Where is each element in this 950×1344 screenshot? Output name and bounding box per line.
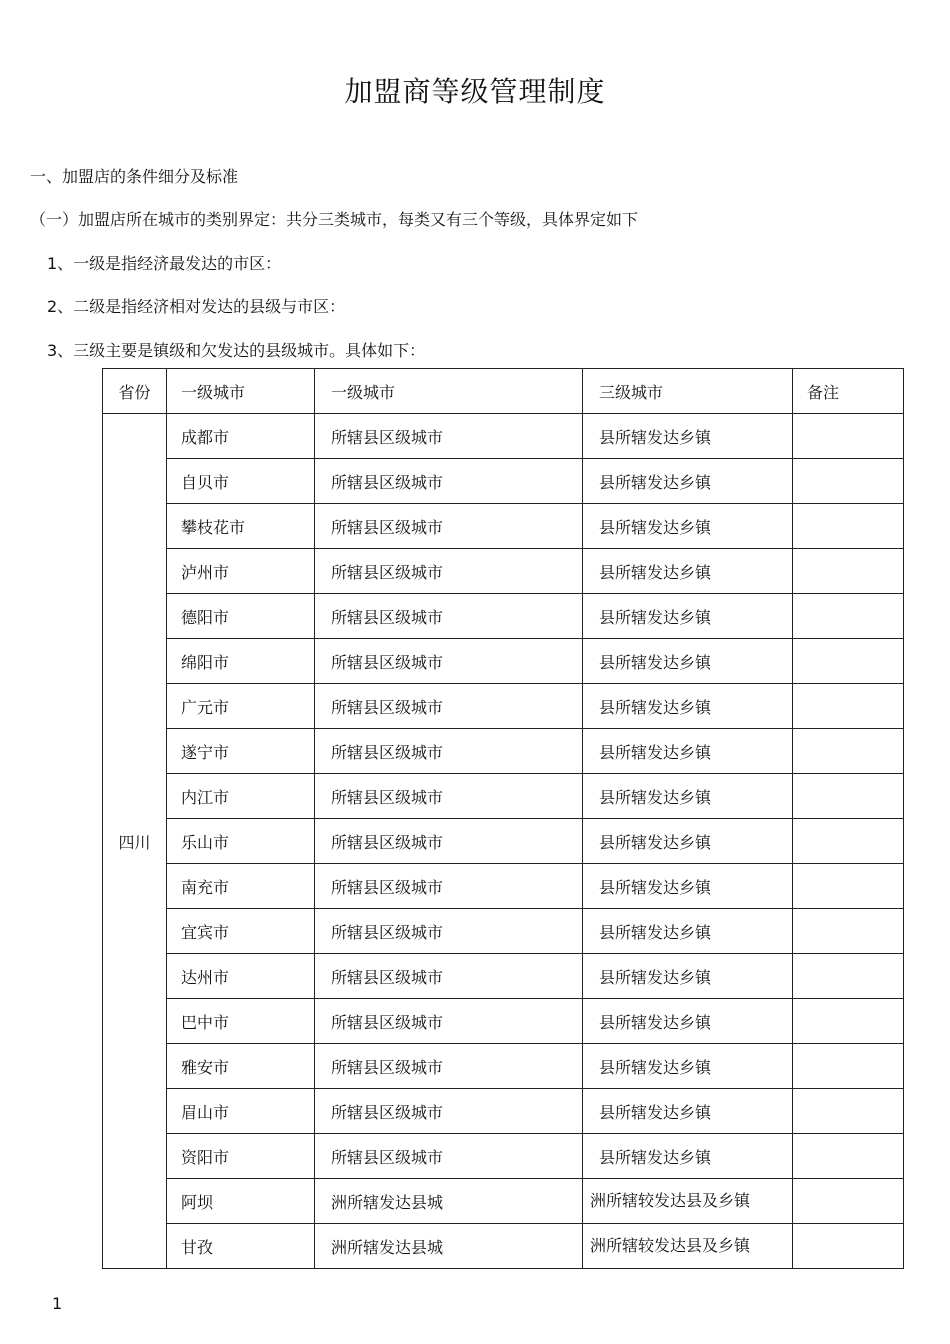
cell-level1-city: 资阳市 bbox=[167, 1134, 315, 1179]
cell-level2: 所辖县区级城市 bbox=[315, 639, 583, 684]
list-item-level-2: 2、二级是指经济相对发达的县级与市区： bbox=[47, 297, 346, 316]
cell-note bbox=[793, 459, 904, 504]
cell-level3: 县所辖发达乡镇 bbox=[583, 954, 793, 999]
cell-note bbox=[793, 504, 904, 549]
cell-level1-city: 乐山市 bbox=[167, 819, 315, 864]
cell-level3: 县所辖发达乡镇 bbox=[583, 639, 793, 684]
cell-level2: 所辖县区级城市 bbox=[315, 999, 583, 1044]
cell-level1-city: 德阳市 bbox=[167, 594, 315, 639]
table-row bbox=[103, 1224, 904, 1269]
cell-note bbox=[793, 819, 904, 864]
cell-note bbox=[793, 1224, 904, 1269]
cell-level2: 所辖县区级城市 bbox=[315, 504, 583, 549]
table-row bbox=[103, 504, 904, 549]
table-header-row bbox=[103, 369, 904, 414]
cell-level3: 县所辖发达乡镇 bbox=[583, 549, 793, 594]
cell-note bbox=[793, 549, 904, 594]
cell-level1-city: 阿坝 bbox=[167, 1179, 315, 1224]
cell-level2: 所辖县区级城市 bbox=[315, 1134, 583, 1179]
cell-level3: 县所辖发达乡镇 bbox=[583, 414, 793, 459]
cell-level2: 所辖县区级城市 bbox=[315, 594, 583, 639]
table-body bbox=[103, 414, 904, 1269]
subsection-heading: （一）加盟店所在城市的类别界定：共分三类城市，每类又有三个等级，具体界定如下 bbox=[30, 210, 639, 229]
list-item-level-3: 3、三级主要是镇级和欠发达的县级城市。具体如下： bbox=[47, 341, 426, 360]
table-row bbox=[103, 414, 904, 459]
cell-level3: 县所辖发达乡镇 bbox=[583, 1134, 793, 1179]
cell-note bbox=[793, 414, 904, 459]
cell-level1-city: 达州市 bbox=[167, 954, 315, 999]
cell-level3: 县所辖发达乡镇 bbox=[583, 864, 793, 909]
cell-level2: 所辖县区级城市 bbox=[315, 414, 583, 459]
cell-level2: 所辖县区级城市 bbox=[315, 864, 583, 909]
cell-level1-city: 遂宁市 bbox=[167, 729, 315, 774]
cell-level2: 洲所辖发达县城 bbox=[315, 1224, 583, 1269]
cell-level3: 县所辖发达乡镇 bbox=[583, 1044, 793, 1089]
cell-note bbox=[793, 909, 904, 954]
page-number: 1 bbox=[52, 1294, 63, 1313]
cell-note bbox=[793, 864, 904, 909]
table-row bbox=[103, 459, 904, 504]
cell-level2: 所辖县区级城市 bbox=[315, 549, 583, 594]
cell-note bbox=[793, 1089, 904, 1134]
cell-level2: 所辖县区级城市 bbox=[315, 1044, 583, 1089]
cell-level1-city: 绵阳市 bbox=[167, 639, 315, 684]
header-level3: 三级城市 bbox=[583, 369, 793, 414]
table-row bbox=[103, 864, 904, 909]
list-item-level-1: 1、一级是指经济最发达的市区： bbox=[47, 254, 282, 273]
section-heading: 一、加盟店的条件细分及标准 bbox=[30, 167, 239, 186]
table-row bbox=[103, 909, 904, 954]
cell-level1-city: 成都市 bbox=[167, 414, 315, 459]
cell-level3: 县所辖发达乡镇 bbox=[583, 819, 793, 864]
cell-level2: 所辖县区级城市 bbox=[315, 684, 583, 729]
cell-note bbox=[793, 999, 904, 1044]
cell-level1-city: 甘孜 bbox=[167, 1224, 315, 1269]
cell-level2: 所辖县区级城市 bbox=[315, 819, 583, 864]
table-row bbox=[103, 819, 904, 864]
cell-level3: 洲所辖较发达县及乡镇 bbox=[583, 1224, 793, 1269]
cell-level2: 所辖县区级城市 bbox=[315, 909, 583, 954]
table-row bbox=[103, 774, 904, 819]
cell-level1-city: 巴中市 bbox=[167, 999, 315, 1044]
cell-level2: 所辖县区级城市 bbox=[315, 954, 583, 999]
cell-level3: 县所辖发达乡镇 bbox=[583, 594, 793, 639]
cell-level3: 洲所辖较发达县及乡镇 bbox=[583, 1179, 793, 1224]
cell-level3: 县所辖发达乡镇 bbox=[583, 1089, 793, 1134]
cell-level2: 所辖县区级城市 bbox=[315, 459, 583, 504]
cell-level3: 县所辖发达乡镇 bbox=[583, 459, 793, 504]
table-row bbox=[103, 684, 904, 729]
header-level1: 一级城市 bbox=[167, 369, 315, 414]
cell-note bbox=[793, 1044, 904, 1089]
cell-note bbox=[793, 639, 904, 684]
table-row bbox=[103, 594, 904, 639]
cell-note bbox=[793, 1134, 904, 1179]
cell-level3: 县所辖发达乡镇 bbox=[583, 684, 793, 729]
cell-level1-city: 南充市 bbox=[167, 864, 315, 909]
table-row bbox=[103, 639, 904, 684]
cell-note bbox=[793, 684, 904, 729]
cell-level1-city: 宜宾市 bbox=[167, 909, 315, 954]
table-row bbox=[103, 1044, 904, 1089]
cell-level1-city: 内江市 bbox=[167, 774, 315, 819]
cell-level3: 县所辖发达乡镇 bbox=[583, 774, 793, 819]
table-row bbox=[103, 1179, 904, 1224]
header-note: 备注 bbox=[793, 369, 904, 414]
cell-note bbox=[793, 1179, 904, 1224]
cell-level1-city: 攀枝花市 bbox=[167, 504, 315, 549]
table-row bbox=[103, 1134, 904, 1179]
cell-level2: 洲所辖发达县城 bbox=[315, 1179, 583, 1224]
province-cell: 四川 bbox=[103, 414, 167, 1269]
cell-level1-city: 泸州市 bbox=[167, 549, 315, 594]
cell-note bbox=[793, 774, 904, 819]
cell-note bbox=[793, 954, 904, 999]
table-row bbox=[103, 999, 904, 1044]
cell-note bbox=[793, 594, 904, 639]
cell-level2: 所辖县区级城市 bbox=[315, 774, 583, 819]
cell-level3: 县所辖发达乡镇 bbox=[583, 504, 793, 549]
table-row bbox=[103, 954, 904, 999]
cell-level3: 县所辖发达乡镇 bbox=[583, 999, 793, 1044]
cell-level1-city: 眉山市 bbox=[167, 1089, 315, 1134]
cell-level3: 县所辖发达乡镇 bbox=[583, 909, 793, 954]
table-row bbox=[103, 549, 904, 594]
cell-note bbox=[793, 729, 904, 774]
city-grade-table bbox=[102, 368, 904, 1269]
cell-level2: 所辖县区级城市 bbox=[315, 1089, 583, 1134]
document-title: 加盟商等级管理制度 bbox=[344, 75, 606, 108]
table-row bbox=[103, 729, 904, 774]
cell-level1-city: 自贝市 bbox=[167, 459, 315, 504]
header-province: 省份 bbox=[103, 369, 167, 414]
header-level2: 一级城市 bbox=[315, 369, 583, 414]
cell-level2: 所辖县区级城市 bbox=[315, 729, 583, 774]
cell-level1-city: 广元市 bbox=[167, 684, 315, 729]
table-row bbox=[103, 1089, 904, 1134]
cell-level1-city: 雅安市 bbox=[167, 1044, 315, 1089]
cell-level3: 县所辖发达乡镇 bbox=[583, 729, 793, 774]
